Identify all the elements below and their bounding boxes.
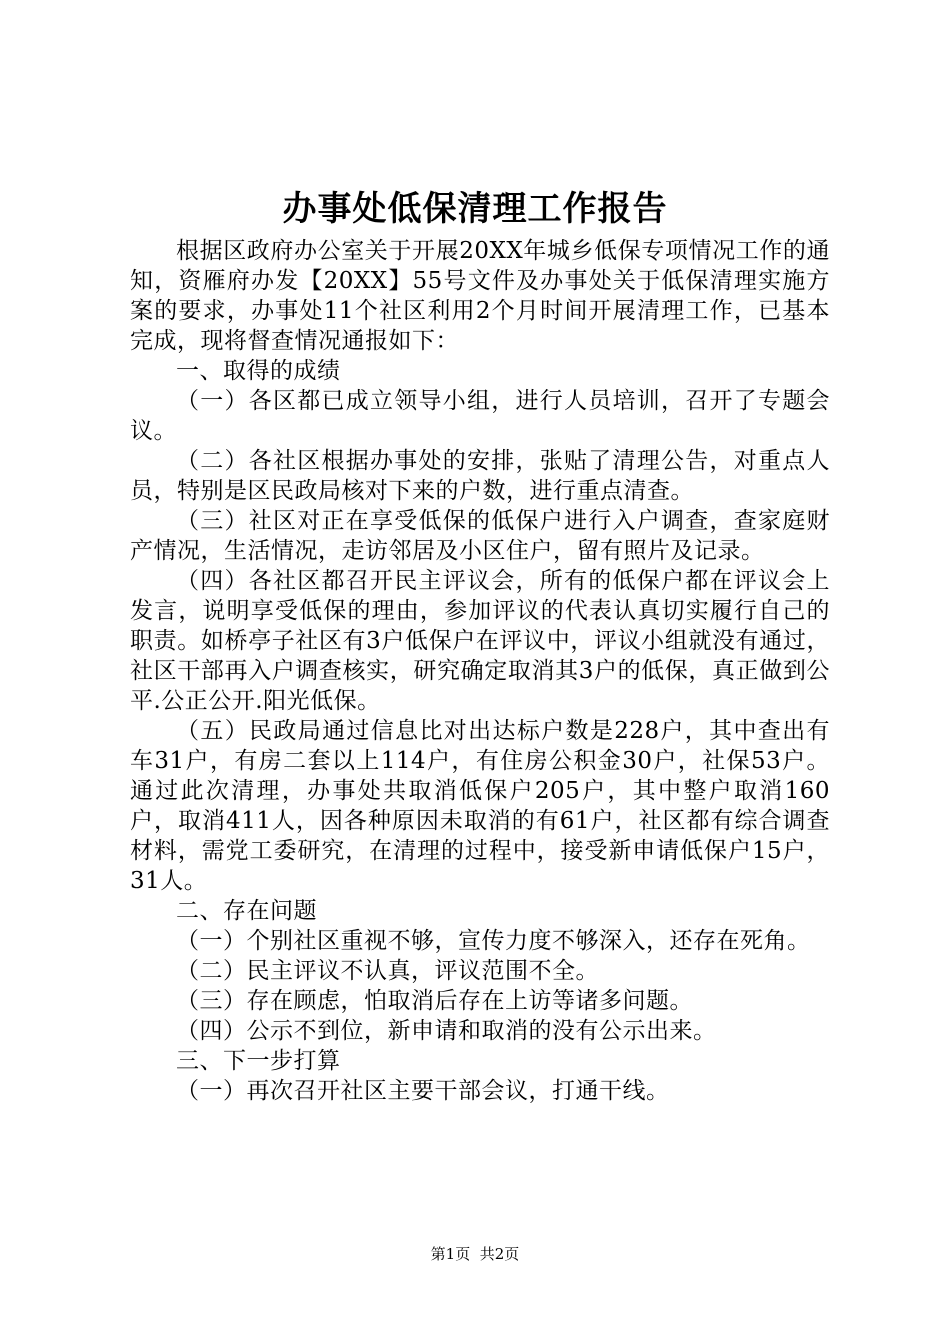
paragraph-problem-3: （三）存在顾虑，怕取消后存在上访等诸多问题。 (176, 988, 693, 1014)
paragraph-achievement-2: （二）各社区根据办事处的安排，张贴了清理公告，对重点人员，特别是区民政局核对下来的户数，进行重点清查。 (130, 448, 830, 504)
paragraph-problem-4: （四）公示不到位，新申请和取消的没有公示出来。 (176, 1018, 717, 1044)
page-total: 共2页 (479, 1245, 520, 1263)
paragraph-next-step-1: （一）再次召开社区主要干部会议，打通干线。 (176, 1078, 670, 1104)
section-heading-next-steps: 三、下一步打算 (176, 1048, 341, 1074)
paragraph-problem-1: （一）个别社区重视不够，宣传力度不够深入，还存在死角。 (176, 928, 811, 954)
page-number: 第1页 (430, 1245, 471, 1263)
document-body (130, 236, 830, 1106)
section-heading-achievements: 一、取得的成绩 (176, 358, 341, 384)
section-heading-problems: 二、存在问题 (176, 898, 317, 924)
paragraph-intro: 根据区政府办公室关于开展20XX年城乡低保专项情况工作的通知，资雁府办发【20XX】55号文件及办事处关于低保清理实施方案的要求，办事处11个社区利用2个月时间开展清理工作，已基本完成，现将督查情况通报如下： (130, 238, 830, 354)
paragraph-problem-2: （二）民主评议不认真，评议范围不全。 (176, 958, 599, 984)
paragraph-achievement-1: （一）各区都已成立领导小组，进行人员培训，召开了专题会议。 (130, 388, 830, 444)
paragraph-achievement-5: （五）民政局通过信息比对出达标户数是228户，其中查出有车31户，有房二套以上114户，有住房公积金30户，社保53户。通过此次清理，办事处共取消低保户205户，其中整户取消160户，取消411人，因各种原因未取消的有61户，社区都有综合调查材料，需党工委研究，在清理的过程中，接受新申请低保户15户，31人。 (130, 718, 830, 894)
paragraph-achievement-4: （四）各社区都召开民主评议会，所有的低保户都在评议会上发言，说明享受低保的理由，参加评议的代表认真切实履行自己的职责。如桥亭子社区有3户低保户在评议中，评议小组就没有通过，社区干部再入户调查核实，研究确定取消其3户的低保，真正做到公平.公正公开.阳光低保。 (130, 568, 830, 714)
document-title: 办事处低保清理工作报告 (282, 189, 668, 229)
paragraph-achievement-3: （三）社区对正在享受低保的低保户进行入户调查，查家庭财产情况，生活情况，走访邻居及小区住户，留有照片及记录。 (130, 508, 830, 564)
page-footer (0, 1244, 950, 1264)
